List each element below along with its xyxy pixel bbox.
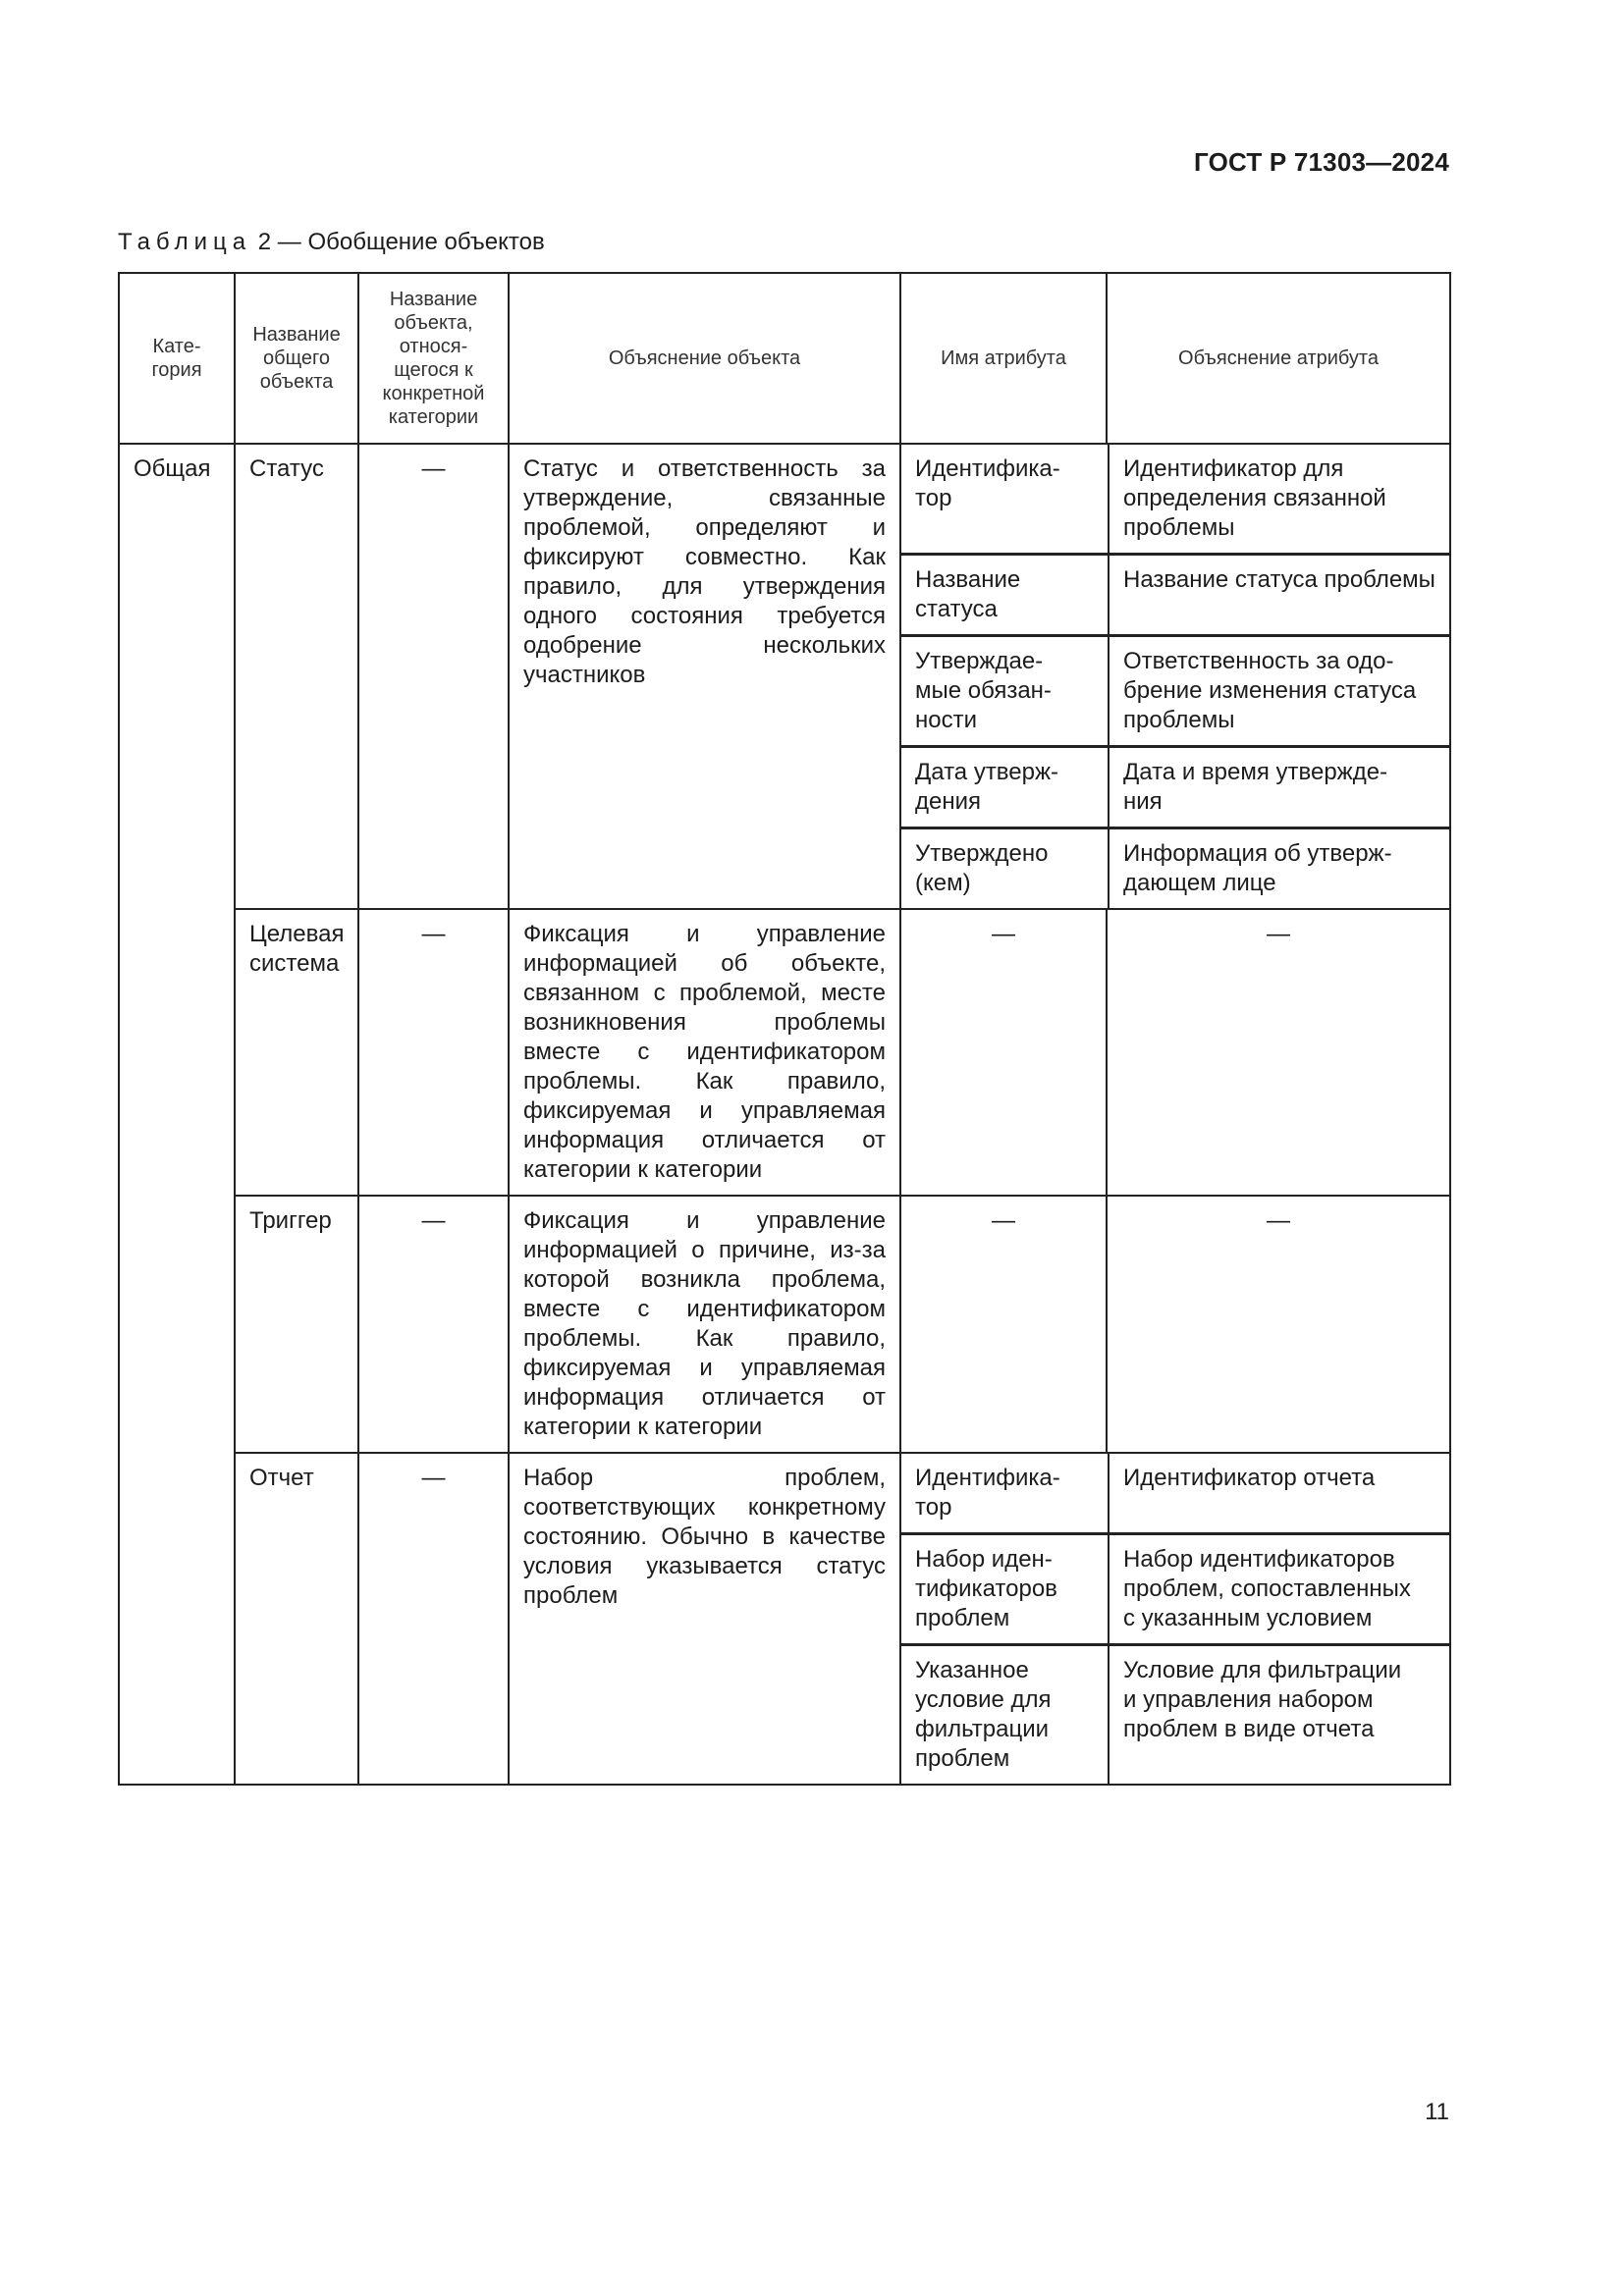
attributes-status xyxy=(900,444,1450,909)
attribute-name-trigger: — xyxy=(900,1196,1107,1453)
attribute-row xyxy=(901,828,1449,909)
attribute-row xyxy=(901,636,1449,747)
attribute-row xyxy=(901,747,1449,828)
object-explanation-report: Набор проблем, соответствующих конкретному состоянию. Обычно в качестве условия указывается статус проблем xyxy=(509,1453,900,1785)
attribute-description: Ответственность за одо- брение изменения статуса проблемы xyxy=(1109,636,1449,747)
caption-label: Таблица xyxy=(118,229,252,255)
attribute-row xyxy=(901,1645,1449,1785)
attribute-row xyxy=(901,555,1449,636)
header-specific-object-name: Название объекта, относя- щегося к конкретной категории xyxy=(358,273,509,444)
table-row-target-system xyxy=(119,909,1450,1196)
attributes-table-report xyxy=(901,1454,1449,1784)
attribute-description: Условие для фильтрации и управления набором проблем в виде отчета xyxy=(1109,1645,1449,1785)
attribute-row xyxy=(901,1454,1449,1534)
attributes-report xyxy=(900,1453,1450,1785)
attribute-name: Утверждено (кем) xyxy=(901,828,1109,909)
table-row-status xyxy=(119,444,1450,909)
attribute-description: Идентификатор для определения связанной проблемы xyxy=(1123,455,1386,541)
object-explanation-trigger: Фиксация и управление информацией о причине, из-за которой возникла проблема, вместе с идентификатором проблемы. Как правило, фиксируемая и управляемая информация отличается от категории к категории xyxy=(509,1196,900,1453)
object-name-status: Статус xyxy=(235,444,358,909)
object-explanation-status: Статус и ответственность за утверждение, связанные проблемой, определяют и фиксируют совместно. Как правило, для утверждения одного состояния требуется одобрение нескольких участников xyxy=(509,444,900,909)
attribute-name: Дата утверж- дения xyxy=(901,747,1109,828)
page-number: 11 xyxy=(1425,2099,1449,2125)
attribute-name: Утверждае- мые обязан- ности xyxy=(901,636,1109,747)
attribute-description: Дата и время утвержде- ния xyxy=(1109,747,1449,828)
header-attribute-explanation: Объяснение атрибута xyxy=(1107,273,1450,444)
attribute-name: Идентифика- тор xyxy=(901,1454,1109,1534)
table-row-report xyxy=(119,1453,1450,1785)
object-explanation-target-system: Фиксация и управление информацией об объекте, связанном с проблемой, месте возникновения проблемы вместе с идентификатором проблемы. Как правило, фиксируемая и управляемая информация отличается от категории к категории xyxy=(509,909,900,1196)
attribute-name: Набор иден- тификаторов проблем xyxy=(901,1534,1109,1645)
attribute-row xyxy=(901,1534,1449,1645)
attribute-name: Идентифика- тор xyxy=(901,445,1109,555)
header-object-explanation: Объяснение объекта xyxy=(509,273,900,444)
document-code: ГОСТ Р 71303—2024 xyxy=(1194,147,1449,177)
attribute-row xyxy=(901,445,1449,555)
object-name-trigger: Триггер xyxy=(235,1196,358,1453)
specific-name-trigger: — xyxy=(358,1196,509,1453)
objects-table xyxy=(118,272,1451,1786)
attribute-name: Название статуса xyxy=(901,555,1109,636)
specific-name-status: — xyxy=(358,444,509,909)
attributes-table-status xyxy=(901,445,1449,908)
header-common-object-name: Название общего объекта xyxy=(235,273,358,444)
table-caption xyxy=(118,229,545,256)
attribute-name-target-system: — xyxy=(900,909,1107,1196)
object-name-report: Отчет xyxy=(235,1453,358,1785)
attribute-description: Набор идентификаторов проблем, сопоставленных с указанным условием xyxy=(1109,1534,1449,1645)
header-attribute-name: Имя атрибута xyxy=(900,273,1107,444)
attribute-name: Указанное условие для фильтрации проблем xyxy=(901,1645,1109,1785)
attribute-description: Идентификатор отчета xyxy=(1123,1465,1376,1491)
attribute-description-target-system: — xyxy=(1107,909,1450,1196)
attribute-description: Информация об утверж- дающем лице xyxy=(1109,828,1449,909)
caption-text: 2 — Обобщение объектов xyxy=(257,229,545,255)
attribute-description-trigger: — xyxy=(1107,1196,1450,1453)
object-name-target-system: Целевая система xyxy=(235,909,358,1196)
table-header-row xyxy=(119,273,1450,444)
header-category: Кате- гория xyxy=(119,273,235,444)
table-row-trigger xyxy=(119,1196,1450,1453)
attribute-description: Название статуса проблемы xyxy=(1109,555,1449,636)
specific-name-target-system: — xyxy=(358,909,509,1196)
specific-name-report: — xyxy=(358,1453,509,1785)
category-cell: Общая xyxy=(119,444,235,1785)
